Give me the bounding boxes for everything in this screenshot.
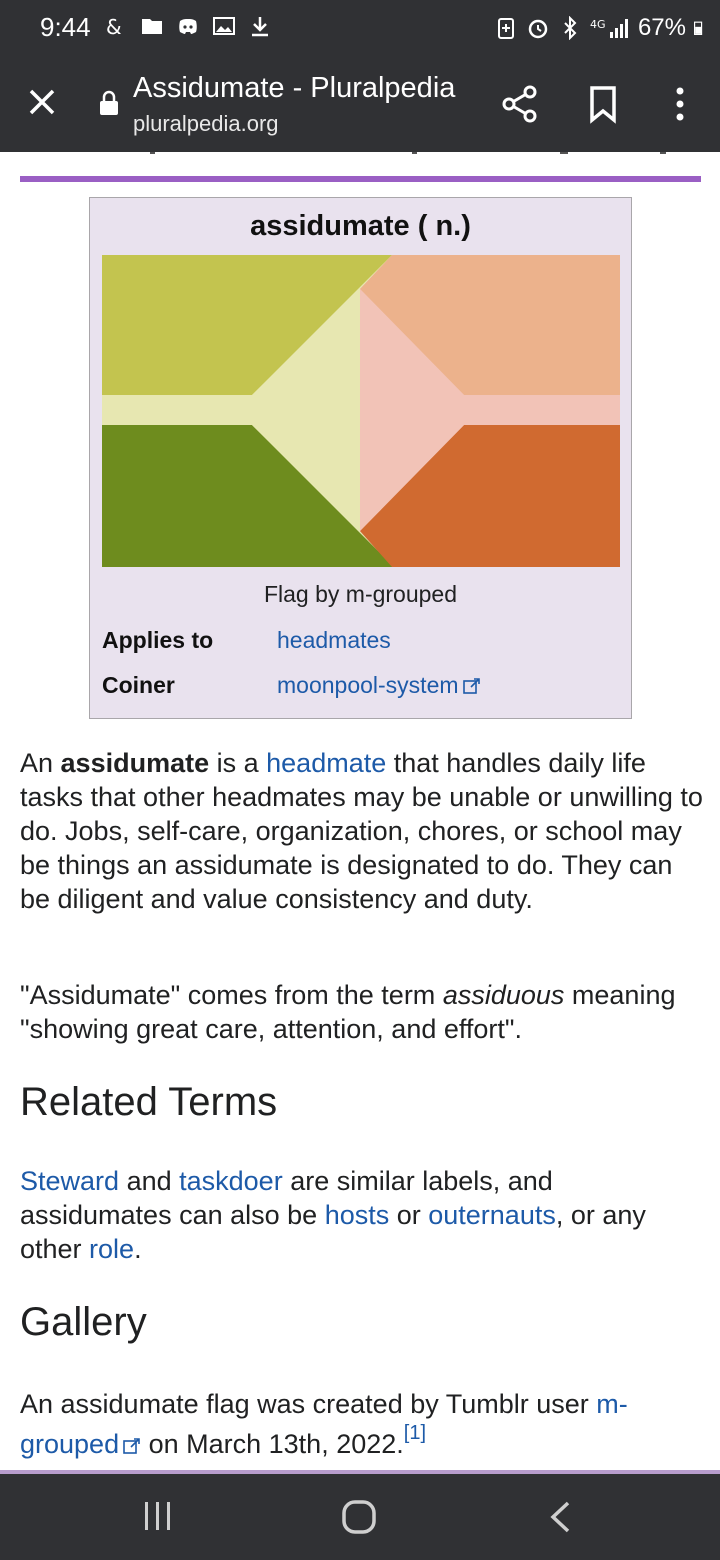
coiner-link-wrap[interactable] [277,672,481,699]
signal-icon [590,16,630,40]
lock-icon[interactable] [98,90,120,116]
row-label: Coiner [102,672,175,698]
steward-link[interactable]: Steward [20,1166,120,1196]
text: An assidumate flag was created by Tumblr user [20,1389,597,1419]
text: , or any other [20,1200,646,1264]
gallery-heading: Gallery [20,1300,147,1344]
home-icon[interactable] [342,1500,376,1534]
battery-saver-icon [494,16,518,40]
back-icon[interactable] [548,1500,572,1534]
related-terms-heading: Related Terms [20,1080,278,1124]
discord-icon [176,14,200,38]
term-italic: assiduous [442,980,565,1010]
text: meaning "showing great care, attention, and effort". [20,980,676,1044]
text: "Assidumate" comes from the term [20,980,443,1010]
headmate-link[interactable]: headmate [266,748,387,778]
external-link-icon [123,1437,141,1455]
infobox [89,197,632,719]
etymology-paragraph [20,978,704,1046]
related-terms-paragraph [20,1164,704,1266]
notification-icons [104,14,272,38]
taskdoer-link[interactable]: taskdoer [179,1166,283,1196]
term-bold: assidumate [60,748,210,778]
moonpool-system-link[interactable]: moonpool-system [277,672,459,698]
page-content [0,152,720,1474]
ampersand-icon [104,14,128,38]
status-time: 9:44 [40,12,91,42]
text: on March 13th, 2022. [141,1429,404,1459]
m-grouped-link-text[interactable]: m-grouped [20,1389,628,1459]
page-title[interactable]: Assidumate - Pluralpedia [133,72,456,104]
folder-icon [140,14,164,38]
browser-toolbar [0,54,720,152]
page-url[interactable]: pluralpedia.org [133,111,279,136]
flag-caption: Flag by m-grouped [263,581,458,607]
bluetooth-icon [558,16,582,40]
recents-icon[interactable] [143,1500,173,1532]
section-divider [20,176,701,182]
text: and [119,1166,180,1196]
close-icon[interactable] [24,84,60,120]
role-link[interactable]: role [89,1234,135,1264]
reference-link[interactable]: [1] [403,1422,427,1444]
alarm-icon [526,16,550,40]
bookmark-icon[interactable] [586,84,620,124]
text: that handles daily life tasks that other headmates may be unable or unwilling to do. Jobs, self-care, organization, chores, or school may be things an assidumate is designated to do. They can be diligent and value consistency and duty. [20,748,703,914]
text: are similar labels, and assidumates can also be [20,1166,553,1230]
battery-percent: 67% [637,14,686,41]
text: . [134,1234,142,1264]
download-icon [248,14,272,38]
gallery-paragraph [20,1384,704,1464]
infobox-title: assidumate ( n.) [250,210,471,242]
system-nav-bar [0,1474,720,1560]
definition-paragraph [20,746,704,916]
svg-text:4G: 4G [589,18,606,31]
system-icons [494,14,708,42]
text: is a [209,748,267,778]
external-link-icon [463,677,481,695]
status-bar [0,0,720,54]
svg-text:&: & [106,15,122,38]
image-icon [212,14,236,38]
more-vert-icon[interactable] [666,84,694,124]
battery-icon [694,16,708,40]
outernauts-link[interactable]: outernauts [428,1200,556,1230]
assidumate-flag-image[interactable] [102,255,620,567]
cut-off-text-line [20,152,700,156]
text: or [389,1200,429,1230]
share-icon[interactable] [500,84,540,124]
headmates-link[interactable]: headmates [277,627,391,653]
hosts-link[interactable]: hosts [324,1200,390,1230]
row-label: Applies to [102,627,214,653]
text: An [20,748,61,778]
